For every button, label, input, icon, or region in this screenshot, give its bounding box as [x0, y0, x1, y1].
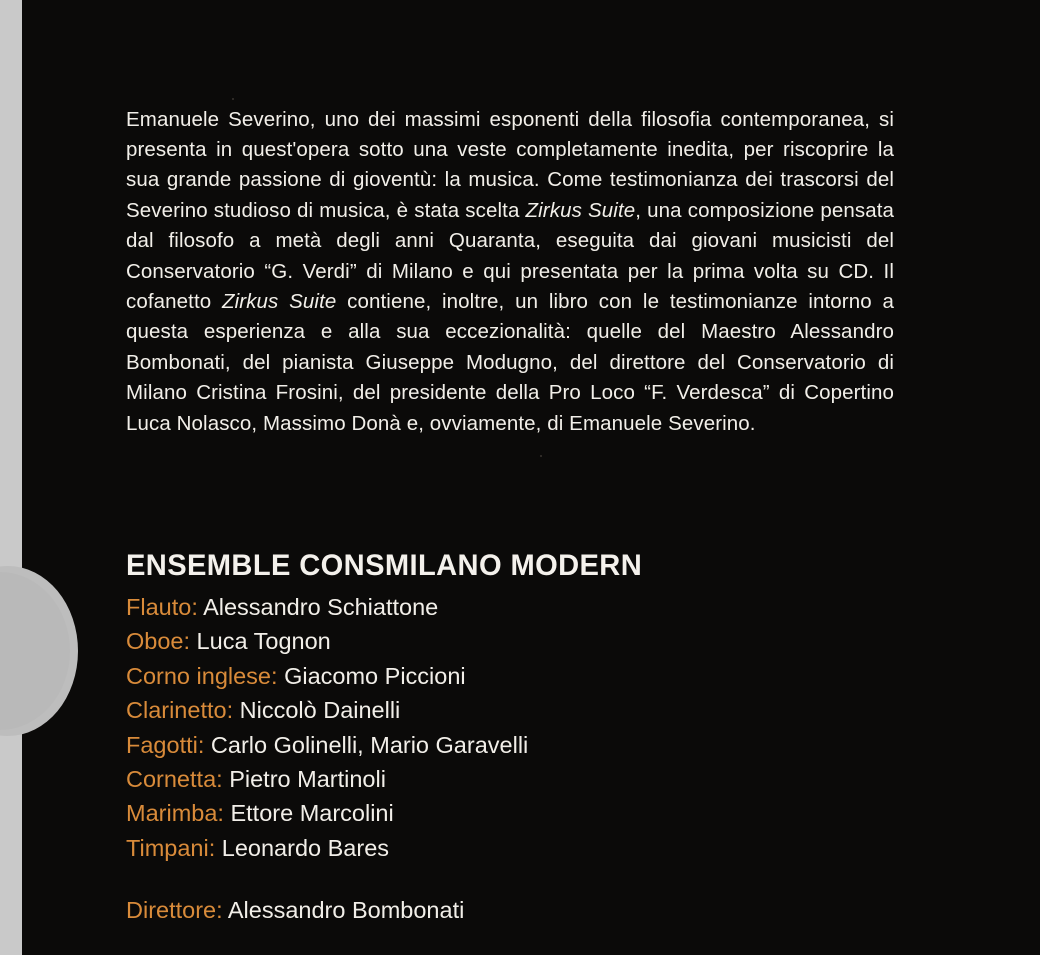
performer-role-label: Flauto:: [126, 594, 198, 620]
performer-name: Luca Tognon: [190, 628, 331, 655]
dust-speck: [540, 455, 542, 457]
performer-role-label: Fagotti:: [126, 731, 205, 758]
performer-name: Leonardo Bares: [215, 834, 390, 861]
performer-row: [126, 728, 926, 762]
performer-row: [126, 796, 926, 830]
blurb-text-run: contiene, inoltre, un libro con le testimonianze intorno a questa esperienza e alla sua eccezionalità: quelle del Maestro Alessandro Bombonati, del pianista Giuseppe Modugno, del direttore del Conservatorio di Milano Cristina Frosini, del presidente della Pro Loco “F. Verdesca” di Copertino Luca Nolasco, Massimo Donà e, ovviamente, di Emanuele Severino.: [126, 289, 894, 435]
performers-list: [126, 590, 926, 865]
album-description-paragraph: [126, 105, 894, 439]
performer-name: Giacomo Piccioni: [277, 662, 466, 689]
performer-name: Ettore Marcolini: [223, 800, 394, 827]
performer-role-label: Timpani:: [126, 834, 216, 861]
ensemble-heading: ENSEMBLE CONSMILANO MODERN: [126, 548, 643, 582]
performer-row: [126, 693, 926, 727]
work-title-italic: Zirkus Suite: [525, 198, 636, 222]
performer-row: [126, 624, 926, 658]
performer-role-label: Corno inglese:: [126, 662, 278, 689]
performer-row: [126, 762, 926, 796]
performer-row: [126, 590, 926, 624]
performer-role-label: Clarinetto:: [126, 697, 234, 724]
conductor-name: Alessandro Bombonati: [227, 897, 465, 923]
performer-name: Alessandro Schiattone: [197, 594, 439, 620]
performer-name: Niccolò Dainelli: [233, 697, 401, 724]
performer-row: [126, 831, 926, 865]
performer-name: Carlo Golinelli, Mario Garavelli: [204, 731, 529, 758]
blurb-text-run: , una composizione pensata dal filosofo a metà degli anni Quaranta, eseguita dai giovani musicisti del Conservatorio “G. Verdi” di Milano e qui presentata per la prima volta su CD. Il cofanetto: [126, 198, 894, 313]
work-title-italic: Zirkus Suite: [222, 289, 337, 313]
performer-role-label: Oboe:: [126, 628, 191, 655]
performer-row: [126, 659, 926, 693]
dust-speck: [232, 98, 234, 100]
blurb-text-run: Emanuele Severino, uno dei massimi esponenti della filosofia contemporanea, si presenta in quest'opera sotto una veste completamente inedita, per riscoprire la sua grande passione di gioventù: la musica. Come testimonianza dei trascorsi del Severino studioso di musica, è stata scelta: [126, 107, 894, 222]
performer-role-label: Cornetta:: [126, 766, 223, 793]
conductor-credit: [126, 893, 464, 927]
conductor-role-label: Direttore:: [126, 897, 223, 923]
performer-name: Pietro Martinoli: [222, 766, 386, 793]
performer-role-label: Marimba:: [126, 800, 224, 827]
